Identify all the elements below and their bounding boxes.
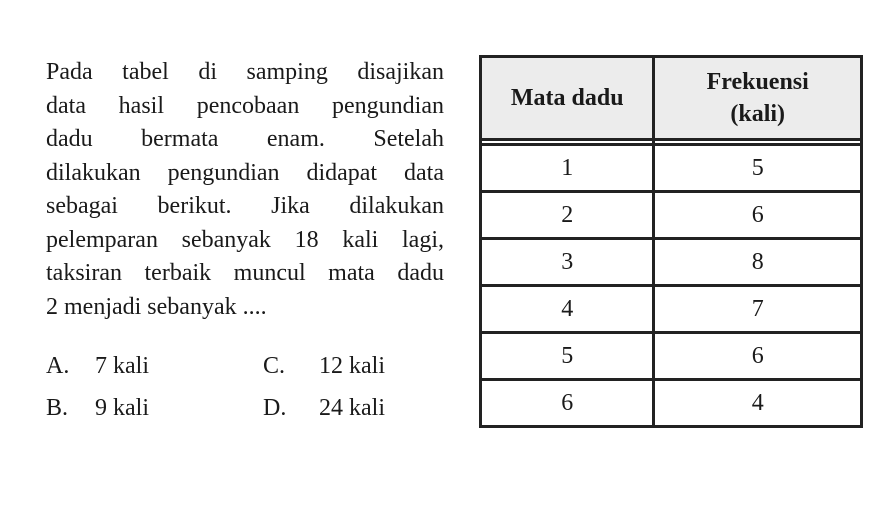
question-line: taksiran terbaik muncul mata dadu xyxy=(46,260,444,286)
table-row xyxy=(481,286,862,333)
cell-frekuensi: 6 xyxy=(654,333,862,380)
header-label: Frekuensi xyxy=(706,69,809,95)
cell-frekuensi: 7 xyxy=(654,286,862,333)
cell-mata-dadu: 4 xyxy=(481,286,654,333)
table-row xyxy=(481,239,862,286)
option-text: 9 kali xyxy=(95,395,149,421)
table-row xyxy=(481,145,862,192)
header-label: Mata dadu xyxy=(510,85,624,111)
cell-mata-dadu: 2 xyxy=(481,192,654,239)
cell-frekuensi: 4 xyxy=(654,380,862,427)
cell-frekuensi: 6 xyxy=(654,192,862,239)
option-text: 7 kali xyxy=(95,353,149,379)
question-line: sebagai berikut. Jika dilakukan xyxy=(46,193,444,219)
question-line: dilakukan pengundian didapat data xyxy=(46,159,444,186)
option-d[interactable] xyxy=(263,394,443,422)
option-letter: D. xyxy=(263,395,287,421)
header-frekuensi xyxy=(654,57,862,140)
cell-mata-dadu: 1 xyxy=(481,145,654,192)
frequency-table xyxy=(479,55,863,428)
cell-frekuensi: 5 xyxy=(654,145,862,192)
option-letter: B. xyxy=(46,395,69,421)
table-row xyxy=(481,333,862,380)
option-c[interactable] xyxy=(263,352,443,380)
cell-mata-dadu: 6 xyxy=(481,380,654,427)
option-letter: A. xyxy=(46,353,70,379)
cell-mata-dadu: 3 xyxy=(481,239,654,286)
header-label: (kali) xyxy=(730,101,786,127)
header-mata-dadu xyxy=(481,57,654,140)
option-text: 12 kali xyxy=(319,353,385,379)
option-a[interactable] xyxy=(46,352,226,380)
question-line: data hasil pencobaan pengundian xyxy=(46,92,444,119)
cell-frekuensi: 8 xyxy=(654,239,862,286)
question-line: Pada tabel di samping disajikan xyxy=(46,59,444,85)
question-line: pelemparan sebanyak 18 kali lagi, xyxy=(46,226,444,253)
option-letter: C. xyxy=(263,353,286,379)
option-b[interactable] xyxy=(46,394,226,422)
table-row xyxy=(481,380,862,427)
table-row xyxy=(481,192,862,239)
question-text xyxy=(46,56,444,324)
option-text: 24 kali xyxy=(319,395,385,421)
question-line: dadu bermata enam. Setelah xyxy=(46,126,444,152)
cell-mata-dadu: 5 xyxy=(481,333,654,380)
question-line: 2 menjadi sebanyak .... xyxy=(46,293,267,320)
table-header-row xyxy=(481,57,862,140)
